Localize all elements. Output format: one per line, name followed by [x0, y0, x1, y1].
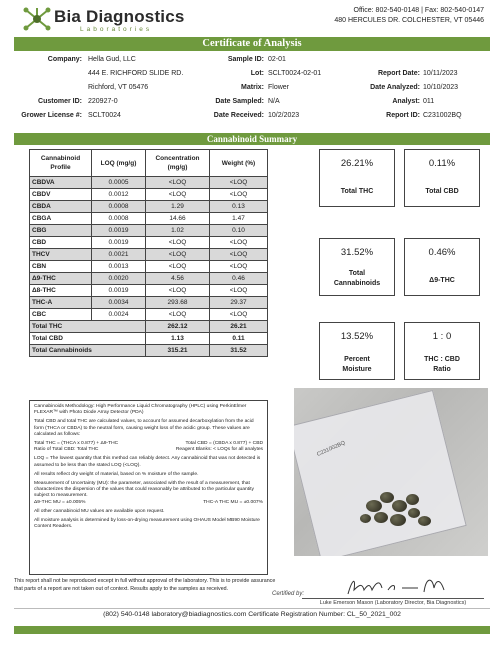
cell-loq: 0.0008: [92, 213, 146, 225]
cell-name: CBD: [30, 237, 92, 249]
cell-name: CBC: [30, 309, 92, 321]
sample-photo: [294, 388, 488, 556]
cell-loq: 0.0012: [92, 189, 146, 201]
cell-name: CBDVA: [30, 177, 92, 189]
cell-weight: <LOQ: [210, 285, 268, 297]
contact-info: [334, 6, 484, 26]
cell-loq: 0.0024: [92, 309, 146, 321]
bia-logo-icon: [22, 6, 52, 32]
total-cannabinoids-label-1: Total: [348, 270, 366, 277]
col-header-weight: Weight (%): [210, 150, 268, 177]
signatory-name: Luke Emerson Mason (Laboratory Director, Bia Diagnostics): [319, 600, 467, 606]
cell-name: Δ8-THC: [30, 285, 92, 297]
lot-value: SCLT0024-02-01: [268, 70, 322, 77]
address-line2: Richford, VT 05476: [88, 84, 149, 91]
cell-weight: <LOQ: [210, 237, 268, 249]
table-row: [30, 189, 268, 201]
moisture-label-1: Percent: [344, 356, 370, 363]
cell-weight: 31.52: [210, 345, 268, 357]
reagent-blanks: Reagent Blanks: < LOQs for all analytes: [175, 447, 263, 453]
date-sampled-value: N/A: [268, 98, 280, 105]
cell-conc: <LOQ: [146, 285, 210, 297]
cell-conc: 262.12: [146, 321, 210, 333]
cell-weight: 26.21: [210, 321, 268, 333]
flower-bud: [408, 508, 420, 518]
ratio-label-1: THC : CBD: [424, 356, 460, 363]
flower-bud: [418, 516, 431, 526]
cell-conc: <LOQ: [146, 237, 210, 249]
cell-conc: 1.13: [146, 333, 210, 345]
total-row: [30, 321, 268, 333]
cell-name: CBDA: [30, 201, 92, 213]
document-title: Certificate of Analysis: [14, 37, 490, 51]
total-thc-label: Total THC: [340, 188, 374, 195]
total-thc-value: 26.21%: [340, 158, 374, 169]
formula-total-cbd: Total CBD = (CBDA x 0.877) + CBD: [185, 441, 263, 447]
cell-conc: <LOQ: [146, 249, 210, 261]
methods-decarb: Total CBD and total THC are calculated values, to account for assumed decarboxylation from the acid form (THCA or CBDA) to the neutral form, causing weight loss of the acidic group. These values are calculated as follows:: [34, 419, 254, 437]
report-date-value: 10/11/2023: [423, 70, 458, 77]
address-line1: 444 E. RICHFORD SLIDE RD.: [88, 70, 184, 77]
matrix-value: Flower: [268, 84, 290, 91]
cell-weight: <LOQ: [210, 177, 268, 189]
signature-line: [302, 598, 484, 599]
cell-loq: 0.0019: [92, 237, 146, 249]
cell-loq: 0.0005: [92, 177, 146, 189]
sample-bag: [294, 390, 467, 556]
table-header-row: [30, 150, 268, 177]
sample-id-label: Sample ID:: [227, 56, 264, 63]
table-row: [30, 237, 268, 249]
cell-weight: <LOQ: [210, 309, 268, 321]
table-row: [30, 309, 268, 321]
customer-id-label: Customer ID:: [38, 98, 82, 105]
cell-loq: 0.0020: [92, 273, 146, 285]
cell-weight: <LOQ: [210, 249, 268, 261]
cell-conc: 315.21: [146, 345, 210, 357]
handwritten-signature: [340, 572, 460, 598]
cell-name: Δ9-THC: [30, 273, 92, 285]
reproduction-notice: This report shall not be reproduced except in full without approval of the laboratory. This is to provide assurance that parts of a report are not taken out of context. Results apply to the samples as received.: [14, 578, 276, 592]
cell-weight: 0.10: [210, 225, 268, 237]
cannabinoid-table: [29, 149, 268, 357]
grower-license-value: SCLT0024: [88, 112, 121, 119]
methods-mu: Measurement of Uncertainty (MU): the parameter, associated with the result of a measurement, that characterizes the dispersion of the values that could reasonably be attributed to the particular quantity subject to measurement.: [34, 481, 254, 499]
ratio-value: 1 : 0: [432, 331, 452, 342]
mu-thca: THC-A THC MU = ±0.007%: [203, 499, 263, 505]
d9-thc-value: 0.46%: [428, 247, 456, 258]
cell-name: CBG: [30, 225, 92, 237]
footer-contact: (802) 540-0148 laboratory@biadiagnostics.com Certificate Registration Number: CL_50_2021_002: [103, 611, 401, 618]
cell-conc: 1.29: [146, 201, 210, 213]
report-date-label: Report Date:: [377, 70, 420, 77]
cell-weight: <LOQ: [210, 189, 268, 201]
moisture-label-2: Moisture: [342, 366, 372, 373]
total-cannabinoids-box: [319, 238, 395, 296]
analyst-value: 011: [423, 98, 435, 105]
methods-dry-weight: All results reflect dry weight of material, based on % moisture of the sample.: [34, 471, 199, 477]
contact-address: 480 HERCULES DR. COLCHESTER, VT 05446: [334, 17, 484, 24]
cell-weight: 0.46: [210, 273, 268, 285]
customer-id-value: 220927-0: [88, 98, 118, 105]
flower-bud: [392, 500, 407, 512]
date-received-value: 10/2/2023: [268, 112, 300, 119]
methods-defs: [34, 447, 263, 453]
report-id-value: C231002BQ: [423, 112, 462, 119]
cell-name: CBDV: [30, 189, 92, 201]
col-header-loq: LOQ (mg/g): [92, 150, 146, 177]
cell-conc: <LOQ: [146, 189, 210, 201]
cell-loq: 0.0013: [92, 261, 146, 273]
date-analyzed-label: Date Analyzed:: [370, 84, 420, 91]
report-id-label: Report ID:: [386, 112, 420, 119]
cell-weight: <LOQ: [210, 261, 268, 273]
flower-bud: [406, 494, 419, 505]
cell-conc: <LOQ: [146, 261, 210, 273]
table-row: [30, 297, 268, 309]
methods-other-mu: All other cannabinoid MU values are available upon request.: [34, 508, 165, 514]
footer-bar: [14, 626, 490, 634]
matrix-label: Matrix:: [241, 84, 264, 91]
total-cbd-value: 0.11%: [428, 158, 456, 169]
cell-name: THCV: [30, 249, 92, 261]
cell-loq: 0.0008: [92, 201, 146, 213]
cell-conc: 14.66: [146, 213, 210, 225]
table-row: [30, 249, 268, 261]
contact-phone-fax: Office: 802-540-0148 | Fax: 802-540-0147: [353, 7, 484, 14]
brand-subtitle: Laboratories: [80, 26, 153, 33]
cell-conc: <LOQ: [146, 177, 210, 189]
ratio-box: [404, 322, 480, 380]
table-row: [30, 285, 268, 297]
mu-d9-thc: Δ9-THC MU = ±0.005%: [34, 499, 86, 505]
cannabinoid-summary-title: Cannabinoid Summary: [14, 133, 490, 145]
date-analyzed-value: 10/10/2023: [423, 84, 459, 91]
cell-weight: 1.47: [210, 213, 268, 225]
analyst-label: Analyst:: [392, 98, 420, 105]
brand-name: Bia Diagnostics: [54, 7, 185, 26]
flower-bud: [380, 492, 394, 503]
table-row: [30, 213, 268, 225]
flower-bud: [374, 512, 388, 523]
total-thc-box: [319, 149, 395, 207]
moisture-box: [319, 322, 395, 380]
sample-id-value: 02-01: [268, 56, 286, 63]
cell-weight: 0.11: [210, 333, 268, 345]
certified-by-label: Certified by:: [272, 591, 305, 597]
cell-loq: 0.0019: [92, 225, 146, 237]
methods-mu-values: [34, 500, 263, 506]
methods-hplc: Cannabinoids Methodology: High Performance Liquid Chromatography (HPLC) using PerkinElmer FLEXAR™ with Photo Diode Array Detector (PDA): [34, 404, 247, 416]
table-row: [30, 273, 268, 285]
lot-label: Lot:: [250, 70, 264, 77]
methods-loq: LOQ = The lowest quantity that this method can reliably detect. Any cannabinoid that was not detected is assumed to be less than the stated LOQ (<LOQ).: [34, 456, 261, 468]
client-info: [0, 55, 504, 125]
methods-notes: [29, 400, 268, 575]
header: [0, 0, 504, 36]
cell-conc: 293.68: [146, 297, 210, 309]
total-cbd-box: [404, 149, 480, 207]
footer-divider: [14, 608, 490, 609]
company-label: Company:: [47, 56, 82, 63]
moisture-value: 13.52%: [340, 331, 374, 342]
cell-name: Total Cannabinoids: [30, 345, 146, 357]
ratio-label-2: Ratio: [433, 366, 451, 373]
col-header-profile: Cannabinoid Profile: [30, 150, 92, 177]
table-row: [30, 225, 268, 237]
table-row: [30, 261, 268, 273]
cell-name: CBN: [30, 261, 92, 273]
cell-name: Total CBD: [30, 333, 146, 345]
d9-thc-box: [404, 238, 480, 296]
total-row: [30, 333, 268, 345]
bag-label: C231002BQ: [316, 440, 347, 458]
cell-name: Total THC: [30, 321, 146, 333]
cell-loq: 0.0034: [92, 297, 146, 309]
col-header-concentration: Concentration (mg/g): [146, 150, 210, 177]
cell-conc: 4.56: [146, 273, 210, 285]
date-received-label: Date Received:: [213, 112, 264, 119]
company-value: Hella Gud, LLC: [88, 56, 136, 63]
date-sampled-label: Date Sampled:: [215, 98, 264, 105]
table-row: [30, 201, 268, 213]
ratio-definition: Ratio of Total CBD: Total THC: [34, 447, 99, 453]
flower-bud: [360, 514, 371, 523]
total-row: [30, 345, 268, 357]
total-cannabinoids-label-2: Cannabinoids: [333, 280, 381, 287]
methods-moisture: All moisture analysis is determined by loss-on-drying measurement using OHAUS Model MB90 Moisture Content Readers.: [34, 518, 260, 530]
cell-name: CBGA: [30, 213, 92, 225]
cell-loq: 0.0021: [92, 249, 146, 261]
d9-thc-label: Δ9-THC: [429, 277, 455, 284]
flower-bud: [366, 500, 382, 512]
cell-conc: 1.02: [146, 225, 210, 237]
total-cbd-label: Total CBD: [425, 188, 459, 195]
formula-total-thc: Total THC = (THCA x 0.877) + Δ9-THC: [34, 441, 119, 447]
flower-bud: [390, 514, 406, 526]
cell-conc: <LOQ: [146, 309, 210, 321]
table-row: [30, 177, 268, 189]
cell-loq: 0.0019: [92, 285, 146, 297]
cell-weight: 0.13: [210, 201, 268, 213]
grower-license-label: Grower License #:: [21, 112, 82, 119]
cell-name: THC-A: [30, 297, 92, 309]
total-cannabinoids-value: 31.52%: [340, 247, 374, 258]
cell-weight: 29.37: [210, 297, 268, 309]
